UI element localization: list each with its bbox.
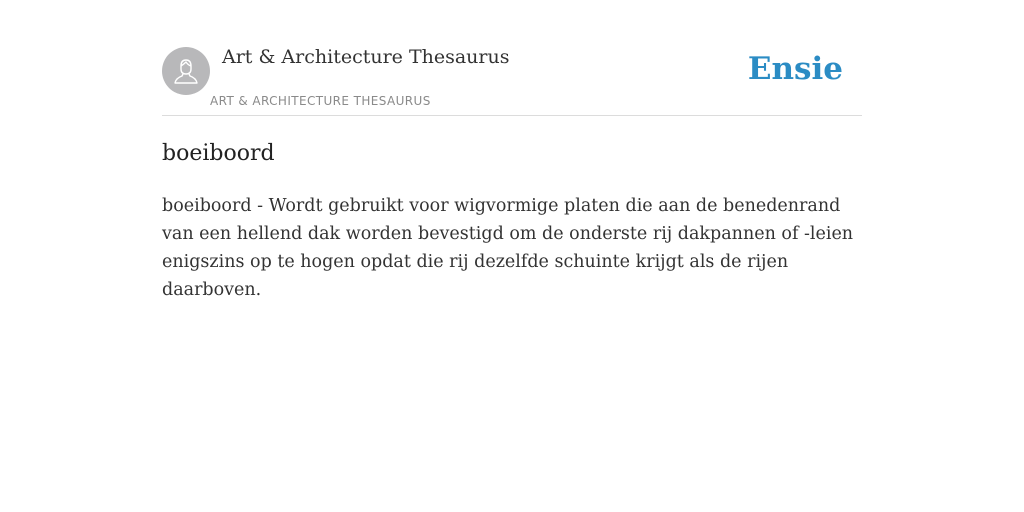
entry-definition: boeiboord - Wordt gebruikt voor wigvormige platen die aan de benedenrand van een hellend dak worden bevestigd om de onderste rij dakpannen of -leien enigszins op te hogen opdat die rij dezelfde schuinte krijgt als de rijen daarboven. [162,196,854,300]
entry-title: boeiboord [162,141,275,166]
author-avatar[interactable] [162,47,210,95]
author-subtitle[interactable]: ART & ARCHITECTURE THESAURUS [210,94,431,108]
user-outline-icon [171,56,201,86]
author-name[interactable]: Art & Architecture Thesaurus [222,46,510,68]
ensie-logo[interactable]: Ensie [747,51,843,87]
entry-header [162,0,862,116]
